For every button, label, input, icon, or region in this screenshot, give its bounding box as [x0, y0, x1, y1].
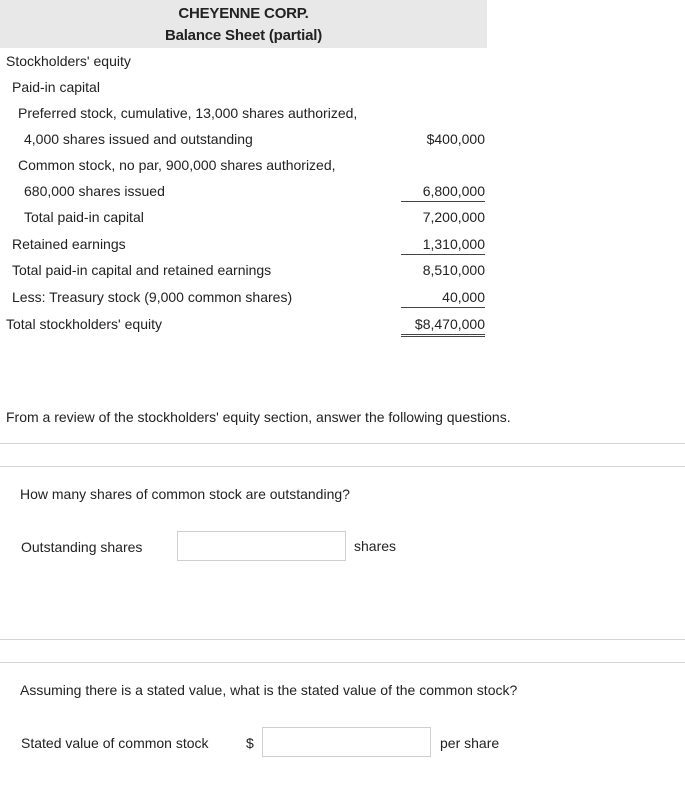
table-row: [0, 205, 487, 231]
question-2-text: Assuming there is a stated value, what is the stated value of the common stock?: [20, 682, 518, 698]
shares-unit-label: shares: [354, 538, 397, 554]
row-amount: 8,510,000: [422, 262, 485, 278]
table-row: [0, 179, 487, 205]
divider: [0, 639, 685, 640]
instructions-text: From a review of the stockholders' equity section, answer the following questions.: [6, 409, 511, 425]
row-label: Total paid-in capital and retained earnings: [12, 262, 272, 278]
row-amount: 6,800,000: [401, 181, 485, 202]
row-amount: $400,000: [426, 131, 485, 147]
table-row: [0, 75, 487, 101]
table-row: [0, 127, 487, 153]
table-row: [0, 285, 487, 311]
table-row: [0, 312, 487, 338]
table-row: [0, 101, 487, 127]
row-label: Paid-in capital: [12, 79, 100, 95]
stated-value-label: Stated value of common stock: [21, 735, 209, 751]
row-label: Stockholders' equity: [6, 53, 131, 69]
row-label: Preferred stock, cumulative, 13,000 shares authorized,: [18, 105, 358, 121]
row-label: 680,000 shares issued: [24, 183, 165, 199]
outstanding-shares-label: Outstanding shares: [21, 539, 143, 555]
table-row: [0, 258, 487, 284]
table-row: [0, 49, 487, 75]
row-amount: 40,000: [401, 287, 485, 308]
row-amount: $8,470,000: [401, 314, 485, 337]
row-label: Total paid-in capital: [24, 209, 144, 225]
per-share-unit-label: per share: [440, 735, 500, 751]
row-label: Less: Treasury stock (9,000 common shares): [12, 289, 293, 305]
divider: [0, 466, 685, 467]
divider: [0, 443, 685, 444]
row-label: Retained earnings: [12, 236, 126, 252]
question-1-text: How many shares of common stock are outstanding?: [20, 486, 350, 502]
row-label: Total stockholders' equity: [6, 316, 162, 332]
row-amount: 1,310,000: [401, 234, 485, 255]
divider: [0, 662, 685, 663]
row-amount: 7,200,000: [422, 209, 485, 225]
outstanding-shares-input[interactable]: [177, 531, 346, 561]
row-label: 4,000 shares issued and outstanding: [24, 131, 253, 147]
dollar-sign: $: [246, 735, 254, 751]
table-row: [0, 153, 487, 179]
balance-sheet-header: [0, 0, 487, 48]
company-name: CHEYENNE CORP.: [178, 5, 309, 22]
table-row: [0, 232, 487, 258]
row-label: Common stock, no par, 900,000 shares authorized,: [18, 157, 336, 173]
statement-title: Balance Sheet (partial): [164, 27, 323, 44]
stated-value-input[interactable]: [262, 727, 431, 757]
